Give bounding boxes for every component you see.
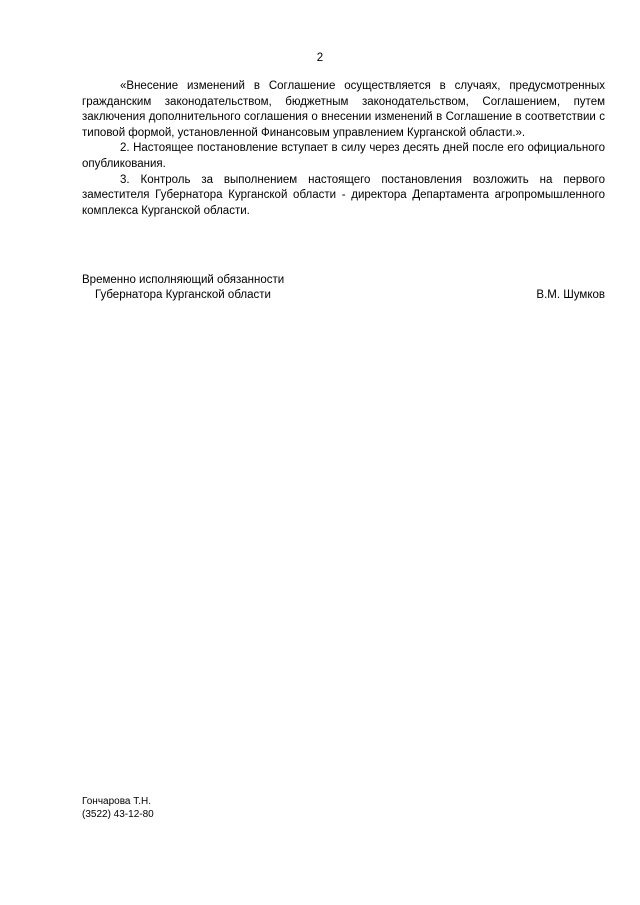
- signatory-position-line1: Временно исполняющий обязанности: [82, 274, 285, 286]
- signatory-position-line2: Губернатора Курганской области: [95, 289, 271, 301]
- paragraph-entry-into-force: 2. Настоящее постановление вступает в силу через десять дней после его официального опубликования.: [82, 142, 605, 170]
- signature-block: [82, 273, 605, 303]
- paragraph-amendment-clause: «Внесение изменений в Соглашение осуществляется в случаях, предусмотренных гражданским законодательством, бюджетным законодательством, Соглашением, путем заключения дополнительного соглашения о внесении изменений в Соглашение в соответствии с типовой формой, установленной Финансовым управлением Курганской области.».: [82, 80, 605, 139]
- paragraph-control-clause: 3. Контроль за выполнением настоящего постановления возложить на первого заместителя Губернатора Курганской области - директора Департамента агропромышленного комплекса Курганской области.: [82, 173, 605, 217]
- executor-contact: [82, 795, 154, 821]
- executor-phone: (3522) 43-12-80: [82, 809, 154, 820]
- signatory-name: В.М. Шумков: [536, 289, 605, 301]
- document-body: [82, 79, 605, 219]
- signature-row: [82, 288, 605, 303]
- page-number: 2: [316, 52, 324, 64]
- executor-name: Гончарова Т.Н.: [82, 796, 152, 807]
